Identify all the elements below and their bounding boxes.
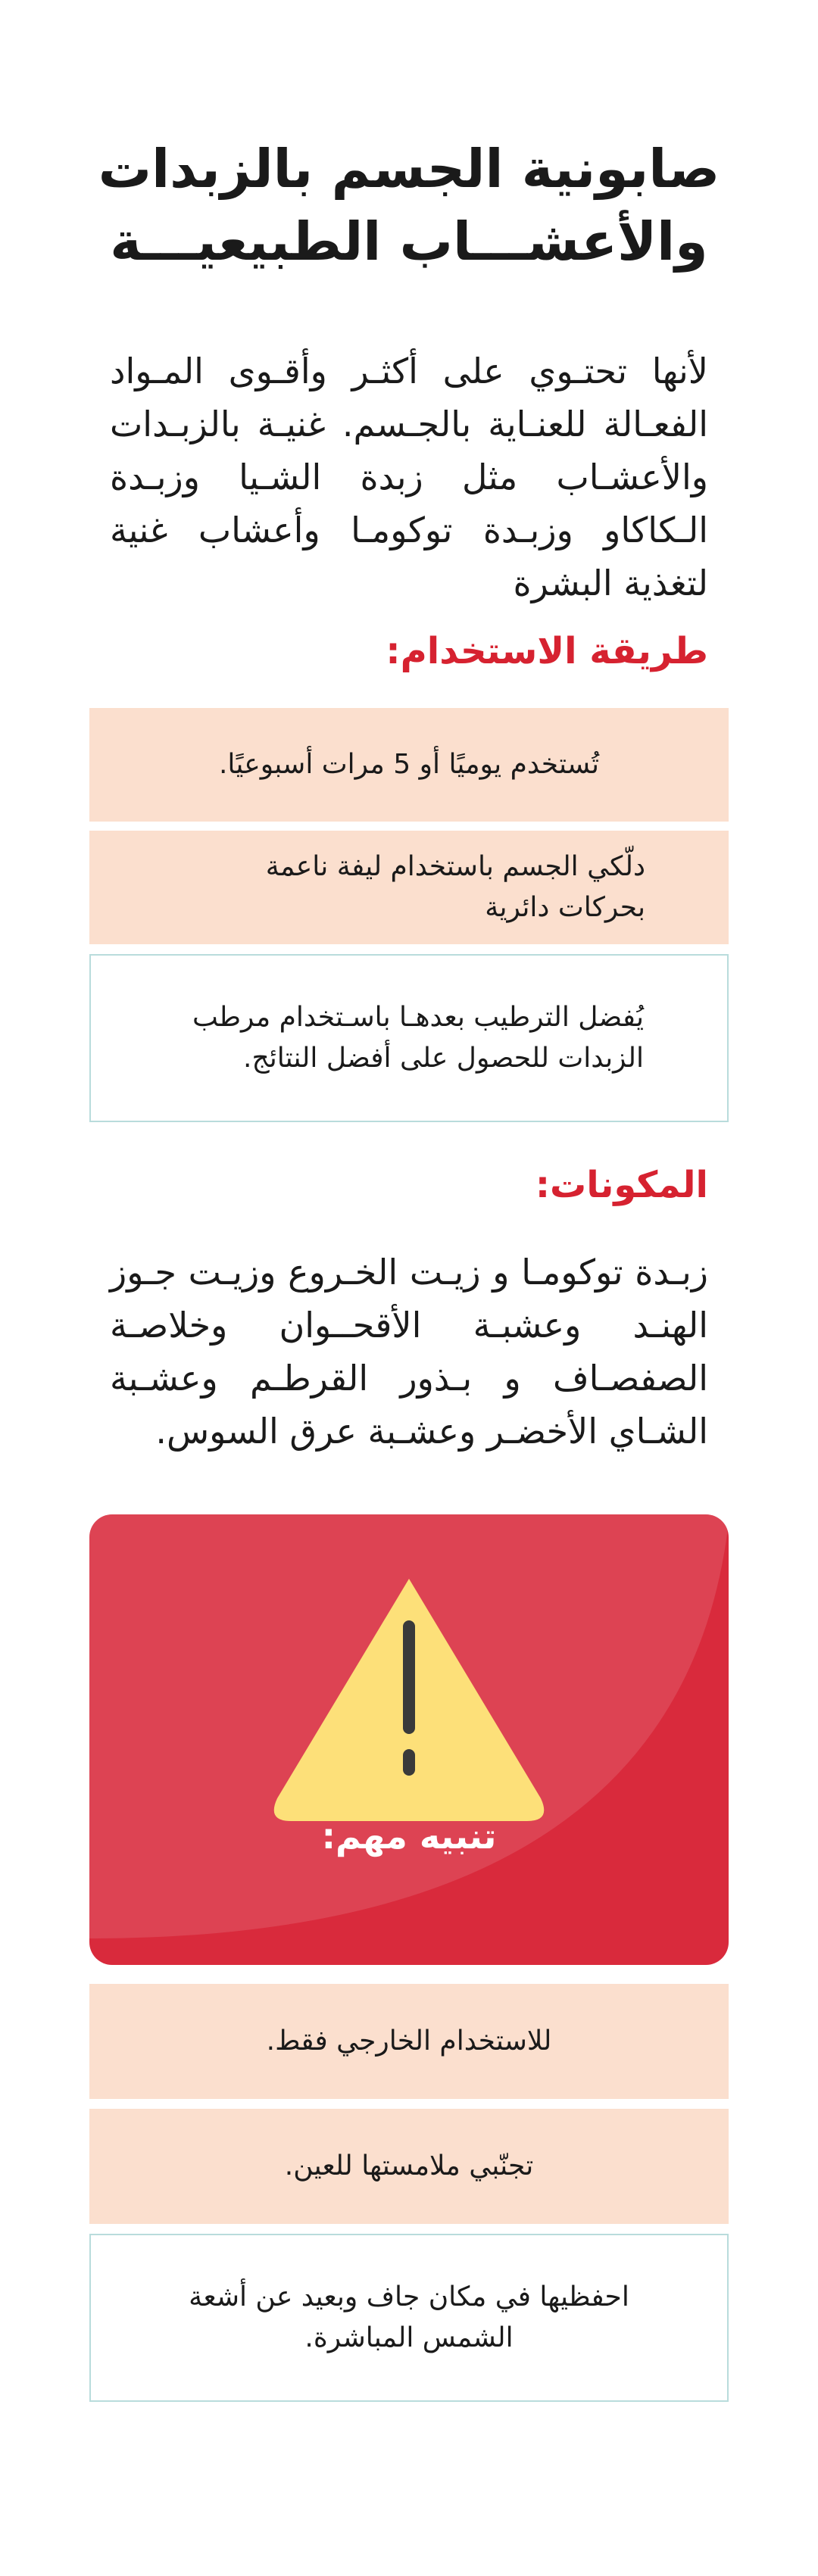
usage-step-text: تُستخدم يوميًا أو 5 مرات أسبوعيًا. bbox=[218, 749, 600, 780]
usage-step-2 bbox=[89, 831, 729, 944]
usage-heading: طريقة الاستخدام: bbox=[386, 630, 708, 672]
usage-step-3 bbox=[89, 954, 729, 1122]
warning-item-text: للاستخدام الخارجي فقط. bbox=[266, 2026, 552, 2057]
warning-item-2 bbox=[89, 2109, 729, 2224]
title-line-1: صابونية الجسم بالزبدات bbox=[98, 138, 720, 200]
warning-card bbox=[89, 1514, 729, 1965]
usage-step-text: يُفضل الترطيب بعدهـا باسـتخدام مرطب الزبدات للحصول على أفضل النتائج. bbox=[192, 1002, 644, 1074]
warning-item-3 bbox=[89, 2234, 729, 2402]
usage-step-1 bbox=[89, 708, 729, 822]
warning-item-text: تجنّبي ملامستها للعين. bbox=[284, 2150, 534, 2181]
title-line-2: والأعشـــاب الطبيعيـــة bbox=[110, 211, 708, 273]
warning-item-1 bbox=[89, 1984, 729, 2099]
warning-label: تنبيه مهم: bbox=[321, 1816, 497, 1857]
warning-item-text: احفظيها في مكان جاف وبعيد عن أشعة الشمس المباشرة. bbox=[189, 2281, 629, 2353]
usage-step-text: دلّكي الجسم باستخدام ليفة ناعمة بحركات دائرية bbox=[265, 851, 645, 923]
intro-paragraph: لأنها تحتـوي على أكثـر وأقـوى المـواد الفعـالة للعنـاية بالجـسم. غنيـة بالزبـدات والأعشـاب مثل زبدة الشـيا وزبـدة الـكاكاو وزبـدة توكومـا وأعشاب غنية لتغذية البشرة bbox=[110, 351, 708, 603]
ingredients-paragraph: زبـدة توكومـا و زيـت الخـروع وزيـت جـوز الهنـد وعشبـة الأقحــوان وخلاصـة الصفصـاف و بـذور القرطـم وعشـبة الشـاي الأخضـر وعشـبة عرق السوس. bbox=[110, 1252, 708, 1452]
warning-card-art bbox=[89, 1514, 729, 1965]
page-title bbox=[91, 133, 727, 278]
ingredients-heading: المكونات: bbox=[535, 1164, 708, 1206]
